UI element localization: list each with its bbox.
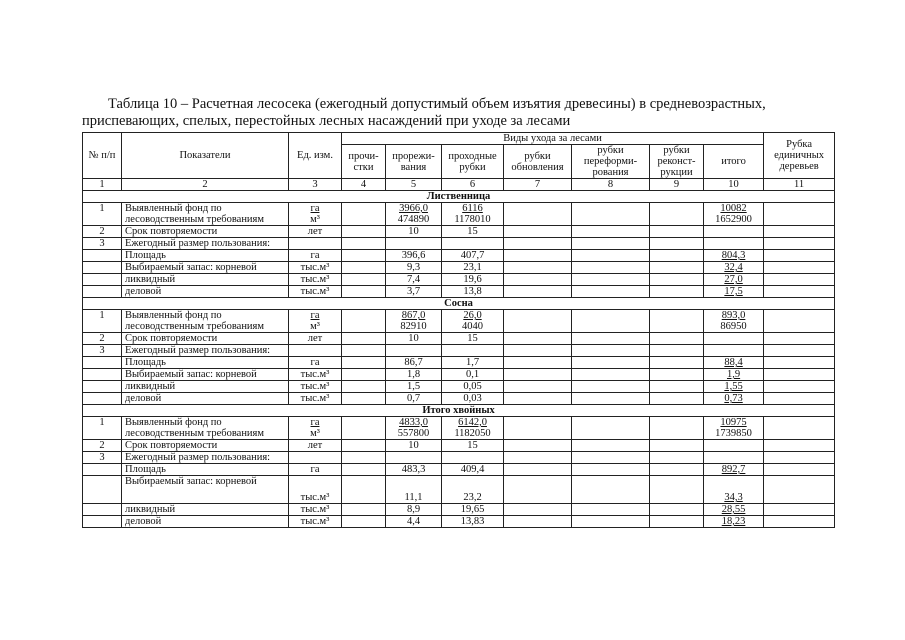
colnum: 6 xyxy=(442,179,504,191)
row-number: 3 xyxy=(83,238,122,250)
total-value: 32,4 xyxy=(704,262,764,274)
passage-value: 409,4 xyxy=(442,464,504,476)
row-unit: га xyxy=(289,357,342,369)
empty-cell xyxy=(504,226,572,238)
section-title: Итого хвойных xyxy=(83,405,835,417)
section-title: Лиственница xyxy=(83,191,835,203)
cutting-area-table xyxy=(82,132,835,528)
thinning-value: 4,4 xyxy=(386,516,442,528)
empty-cell xyxy=(342,504,386,516)
empty-cell xyxy=(342,393,386,405)
empty-cell xyxy=(342,516,386,528)
thinning-value: 8,9 xyxy=(386,504,442,516)
table-row xyxy=(83,393,835,405)
row-number: 2 xyxy=(83,440,122,452)
empty-cell xyxy=(342,357,386,369)
empty-cell xyxy=(650,333,704,345)
empty-cell xyxy=(764,345,835,357)
thinning-value: 10 xyxy=(386,440,442,452)
empty-cell xyxy=(764,393,835,405)
thinning-value: 3,7 xyxy=(386,286,442,298)
header-unit: Ед. изм. xyxy=(289,133,342,179)
row-unit: лет xyxy=(289,440,342,452)
empty-cell xyxy=(572,238,650,250)
thinning-value: 11,1 xyxy=(386,476,442,504)
empty-cell xyxy=(442,452,504,464)
empty-cell xyxy=(504,203,572,226)
passage-value: 0,05 xyxy=(442,381,504,393)
row-label: ликвидный xyxy=(122,504,289,516)
empty-cell xyxy=(650,238,704,250)
empty-cell xyxy=(83,516,122,528)
empty-cell xyxy=(83,381,122,393)
table-row xyxy=(83,286,835,298)
empty-cell xyxy=(650,310,704,333)
row-label: Выбираемый запас: корневой xyxy=(122,476,289,504)
total-value: 10975 1739850 xyxy=(704,417,764,440)
empty-cell xyxy=(764,464,835,476)
empty-cell xyxy=(442,345,504,357)
header-passage: проходные рубки xyxy=(442,145,504,179)
empty-cell xyxy=(650,369,704,381)
row-label: ликвидный xyxy=(122,274,289,286)
table-row xyxy=(83,262,835,274)
passage-value: 13,8 xyxy=(442,286,504,298)
empty-cell xyxy=(342,333,386,345)
passage-value: 26,0 4040 xyxy=(442,310,504,333)
empty-cell xyxy=(572,464,650,476)
empty-cell xyxy=(572,516,650,528)
row-unit: тыс.м³ xyxy=(289,274,342,286)
thinning-value: 1,8 xyxy=(386,369,442,381)
passage-value: 13,83 xyxy=(442,516,504,528)
row-label: Площадь xyxy=(122,250,289,262)
empty-cell xyxy=(504,250,572,262)
row-label: Срок повторяемости xyxy=(122,226,289,238)
passage-value: 6142,0 1182050 xyxy=(442,417,504,440)
empty-cell xyxy=(572,274,650,286)
empty-cell xyxy=(342,274,386,286)
colnum: 2 xyxy=(122,179,289,191)
empty-cell xyxy=(764,504,835,516)
passage-value: 23,2 xyxy=(442,476,504,504)
row-unit: га м³ xyxy=(289,310,342,333)
thinning-value: 10 xyxy=(386,226,442,238)
empty-cell xyxy=(764,369,835,381)
row-label: Выбираемый запас: корневой xyxy=(122,262,289,274)
empty-cell xyxy=(504,393,572,405)
empty-cell xyxy=(342,464,386,476)
passage-value: 19,6 xyxy=(442,274,504,286)
table-row xyxy=(83,464,835,476)
table-row xyxy=(83,440,835,452)
thinning-value: 867,0 82910 xyxy=(386,310,442,333)
empty-cell xyxy=(504,333,572,345)
empty-cell xyxy=(342,310,386,333)
thinning-value: 10 xyxy=(386,333,442,345)
colnum: 11 xyxy=(764,179,835,191)
empty-cell xyxy=(704,345,764,357)
thinning-value: 7,4 xyxy=(386,274,442,286)
row-unit: га xyxy=(289,250,342,262)
empty-cell xyxy=(704,226,764,238)
empty-cell xyxy=(650,203,704,226)
empty-cell xyxy=(572,226,650,238)
table-row xyxy=(83,333,835,345)
empty-cell xyxy=(764,203,835,226)
header-cleaning: прочи-стки xyxy=(342,145,386,179)
row-unit: тыс.м³ xyxy=(289,504,342,516)
empty-cell xyxy=(342,381,386,393)
empty-cell xyxy=(504,262,572,274)
empty-cell xyxy=(83,476,122,504)
row-label: Срок повторяемости xyxy=(122,440,289,452)
empty-cell xyxy=(572,250,650,262)
empty-cell xyxy=(572,452,650,464)
empty-cell xyxy=(289,238,342,250)
table-row xyxy=(83,238,835,250)
empty-cell xyxy=(342,452,386,464)
empty-cell xyxy=(83,274,122,286)
total-value: 17,5 xyxy=(704,286,764,298)
colnum: 10 xyxy=(704,179,764,191)
empty-cell xyxy=(572,440,650,452)
row-label: Ежегодный размер пользования: xyxy=(122,345,289,357)
empty-cell xyxy=(650,381,704,393)
header-single-trees: Рубка единичных деревьев xyxy=(764,133,835,179)
empty-cell xyxy=(764,333,835,345)
total-value: 88,4 xyxy=(704,357,764,369)
empty-cell xyxy=(704,440,764,452)
row-unit: тыс.м³ xyxy=(289,516,342,528)
empty-cell xyxy=(572,262,650,274)
empty-cell xyxy=(504,381,572,393)
table-row xyxy=(83,310,835,333)
empty-cell xyxy=(342,345,386,357)
row-label: деловой xyxy=(122,516,289,528)
passage-value: 23,1 xyxy=(442,262,504,274)
empty-cell xyxy=(572,357,650,369)
row-label: Выявленный фонд по лесоводственным требованиям xyxy=(122,310,289,333)
empty-cell xyxy=(704,333,764,345)
empty-cell xyxy=(83,464,122,476)
empty-cell xyxy=(342,238,386,250)
column-numbers-row xyxy=(83,179,835,191)
passage-value: 0,1 xyxy=(442,369,504,381)
empty-cell xyxy=(650,250,704,262)
empty-cell xyxy=(650,226,704,238)
empty-cell xyxy=(764,357,835,369)
empty-cell xyxy=(650,393,704,405)
empty-cell xyxy=(342,476,386,504)
empty-cell xyxy=(764,452,835,464)
empty-cell xyxy=(572,504,650,516)
table-row xyxy=(83,369,835,381)
row-label: Срок повторяемости xyxy=(122,333,289,345)
row-unit: га м³ xyxy=(289,417,342,440)
empty-cell xyxy=(764,516,835,528)
passage-value: 407,7 xyxy=(442,250,504,262)
colnum: 5 xyxy=(386,179,442,191)
empty-cell xyxy=(572,203,650,226)
section-row xyxy=(83,405,835,417)
empty-cell xyxy=(504,516,572,528)
header-group: Виды ухода за лесами xyxy=(342,133,764,145)
colnum: 3 xyxy=(289,179,342,191)
table-row xyxy=(83,504,835,516)
header-indicator: Показатели xyxy=(122,133,289,179)
total-value: 893,0 86950 xyxy=(704,310,764,333)
empty-cell xyxy=(572,393,650,405)
empty-cell xyxy=(289,345,342,357)
empty-cell xyxy=(504,345,572,357)
row-unit: тыс.м³ xyxy=(289,381,342,393)
thinning-value: 0,7 xyxy=(386,393,442,405)
empty-cell xyxy=(342,262,386,274)
thinning-value: 1,5 xyxy=(386,381,442,393)
row-unit: тыс.м³ xyxy=(289,393,342,405)
empty-cell xyxy=(572,345,650,357)
header-renewal: рубки обновления xyxy=(504,145,572,179)
empty-cell xyxy=(83,393,122,405)
empty-cell xyxy=(572,310,650,333)
row-label: Площадь xyxy=(122,464,289,476)
empty-cell xyxy=(650,440,704,452)
row-number: 1 xyxy=(83,417,122,440)
total-value: 892,7 xyxy=(704,464,764,476)
empty-cell xyxy=(764,440,835,452)
empty-cell xyxy=(342,286,386,298)
empty-cell xyxy=(572,333,650,345)
row-label: ликвидный xyxy=(122,381,289,393)
empty-cell xyxy=(504,238,572,250)
total-value: 1,55 xyxy=(704,381,764,393)
thinning-value: 4833,0 557800 xyxy=(386,417,442,440)
row-label: Ежегодный размер пользования: xyxy=(122,238,289,250)
empty-cell xyxy=(764,417,835,440)
colnum: 9 xyxy=(650,179,704,191)
table-row xyxy=(83,226,835,238)
empty-cell xyxy=(83,286,122,298)
row-label: Выявленный фонд по лесоводственным требованиям xyxy=(122,203,289,226)
empty-cell xyxy=(764,274,835,286)
empty-cell xyxy=(704,452,764,464)
empty-cell xyxy=(83,262,122,274)
empty-cell xyxy=(650,504,704,516)
empty-cell xyxy=(504,310,572,333)
empty-cell xyxy=(342,417,386,440)
empty-cell xyxy=(650,464,704,476)
row-label: Выбираемый запас: корневой xyxy=(122,369,289,381)
empty-cell xyxy=(386,345,442,357)
empty-cell xyxy=(650,262,704,274)
empty-cell xyxy=(504,452,572,464)
row-number: 2 xyxy=(83,226,122,238)
header-no: № п/п xyxy=(83,133,122,179)
table-row xyxy=(83,203,835,226)
empty-cell xyxy=(650,274,704,286)
empty-cell xyxy=(572,286,650,298)
empty-cell xyxy=(342,440,386,452)
empty-cell xyxy=(650,452,704,464)
empty-cell xyxy=(504,274,572,286)
thinning-value: 9,3 xyxy=(386,262,442,274)
empty-cell xyxy=(386,452,442,464)
total-value: 0,73 xyxy=(704,393,764,405)
empty-cell xyxy=(764,381,835,393)
thinning-value: 86,7 xyxy=(386,357,442,369)
header-total: итого xyxy=(704,145,764,179)
empty-cell xyxy=(442,238,504,250)
empty-cell xyxy=(504,504,572,516)
row-unit: лет xyxy=(289,333,342,345)
empty-cell xyxy=(704,238,764,250)
table-caption: Таблица 10 – Расчетная лесосека (ежегодный допустимый объем изъятия древесины) в средневозрастных, приспевающих, спелых, перестойных лесных насаждений при уходе за лесами xyxy=(82,96,766,129)
empty-cell xyxy=(572,369,650,381)
empty-cell xyxy=(342,369,386,381)
header-thinning: прорежи-вания xyxy=(386,145,442,179)
section-row xyxy=(83,298,835,310)
empty-cell xyxy=(764,262,835,274)
empty-cell xyxy=(504,417,572,440)
passage-value: 15 xyxy=(442,226,504,238)
empty-cell xyxy=(504,464,572,476)
header-reforming: рубки переформи-рования xyxy=(572,145,650,179)
table-row xyxy=(83,476,835,504)
section-title: Сосна xyxy=(83,298,835,310)
empty-cell xyxy=(764,476,835,504)
empty-cell xyxy=(650,476,704,504)
empty-cell xyxy=(764,226,835,238)
row-unit: тыс.м³ xyxy=(289,262,342,274)
table-row xyxy=(83,516,835,528)
empty-cell xyxy=(342,250,386,262)
row-number: 1 xyxy=(83,203,122,226)
empty-cell xyxy=(83,357,122,369)
empty-cell xyxy=(764,238,835,250)
empty-cell xyxy=(650,286,704,298)
total-value: 804,3 xyxy=(704,250,764,262)
section-row xyxy=(83,191,835,203)
table-row xyxy=(83,250,835,262)
row-label: Ежегодный размер пользования: xyxy=(122,452,289,464)
passage-value: 15 xyxy=(442,440,504,452)
total-value: 18,23 xyxy=(704,516,764,528)
table-row xyxy=(83,357,835,369)
table-row xyxy=(83,417,835,440)
empty-cell xyxy=(83,369,122,381)
empty-cell xyxy=(650,516,704,528)
row-unit: лет xyxy=(289,226,342,238)
empty-cell xyxy=(504,440,572,452)
empty-cell xyxy=(572,381,650,393)
empty-cell xyxy=(764,310,835,333)
row-label: деловой xyxy=(122,393,289,405)
row-number: 3 xyxy=(83,345,122,357)
colnum: 4 xyxy=(342,179,386,191)
empty-cell xyxy=(289,452,342,464)
colnum: 7 xyxy=(504,179,572,191)
row-unit: тыс.м³ xyxy=(289,476,342,504)
passage-value: 1,7 xyxy=(442,357,504,369)
thinning-value: 483,3 xyxy=(386,464,442,476)
empty-cell xyxy=(764,250,835,262)
table-row xyxy=(83,345,835,357)
thinning-value: 396,6 xyxy=(386,250,442,262)
row-label: деловой xyxy=(122,286,289,298)
row-number: 1 xyxy=(83,310,122,333)
table-row xyxy=(83,274,835,286)
empty-cell xyxy=(83,250,122,262)
row-number: 3 xyxy=(83,452,122,464)
total-value: 28,55 xyxy=(704,504,764,516)
colnum: 8 xyxy=(572,179,650,191)
thinning-value: 3966,0 474890 xyxy=(386,203,442,226)
row-label: Выявленный фонд по лесоводственным требованиям xyxy=(122,417,289,440)
header-reconstruction: рубки реконст-рукции xyxy=(650,145,704,179)
passage-value: 15 xyxy=(442,333,504,345)
passage-value: 19,65 xyxy=(442,504,504,516)
empty-cell xyxy=(504,369,572,381)
empty-cell xyxy=(504,476,572,504)
empty-cell xyxy=(504,286,572,298)
row-unit: тыс.м³ xyxy=(289,369,342,381)
empty-cell xyxy=(342,203,386,226)
passage-value: 0,03 xyxy=(442,393,504,405)
row-number: 2 xyxy=(83,333,122,345)
empty-cell xyxy=(83,504,122,516)
total-value: 1,9 xyxy=(704,369,764,381)
row-unit: га м³ xyxy=(289,203,342,226)
row-unit: тыс.м³ xyxy=(289,286,342,298)
colnum: 1 xyxy=(83,179,122,191)
table-row xyxy=(83,381,835,393)
empty-cell xyxy=(572,476,650,504)
empty-cell xyxy=(650,417,704,440)
empty-cell xyxy=(650,357,704,369)
empty-cell xyxy=(650,345,704,357)
empty-cell xyxy=(764,286,835,298)
empty-cell xyxy=(342,226,386,238)
row-unit: га xyxy=(289,464,342,476)
total-value: 10082 1652900 xyxy=(704,203,764,226)
total-value: 27,0 xyxy=(704,274,764,286)
total-value: 34,3 xyxy=(704,476,764,504)
table-row xyxy=(83,452,835,464)
passage-value: 6116 1178010 xyxy=(442,203,504,226)
empty-cell xyxy=(386,238,442,250)
row-label: Площадь xyxy=(122,357,289,369)
empty-cell xyxy=(572,417,650,440)
empty-cell xyxy=(504,357,572,369)
